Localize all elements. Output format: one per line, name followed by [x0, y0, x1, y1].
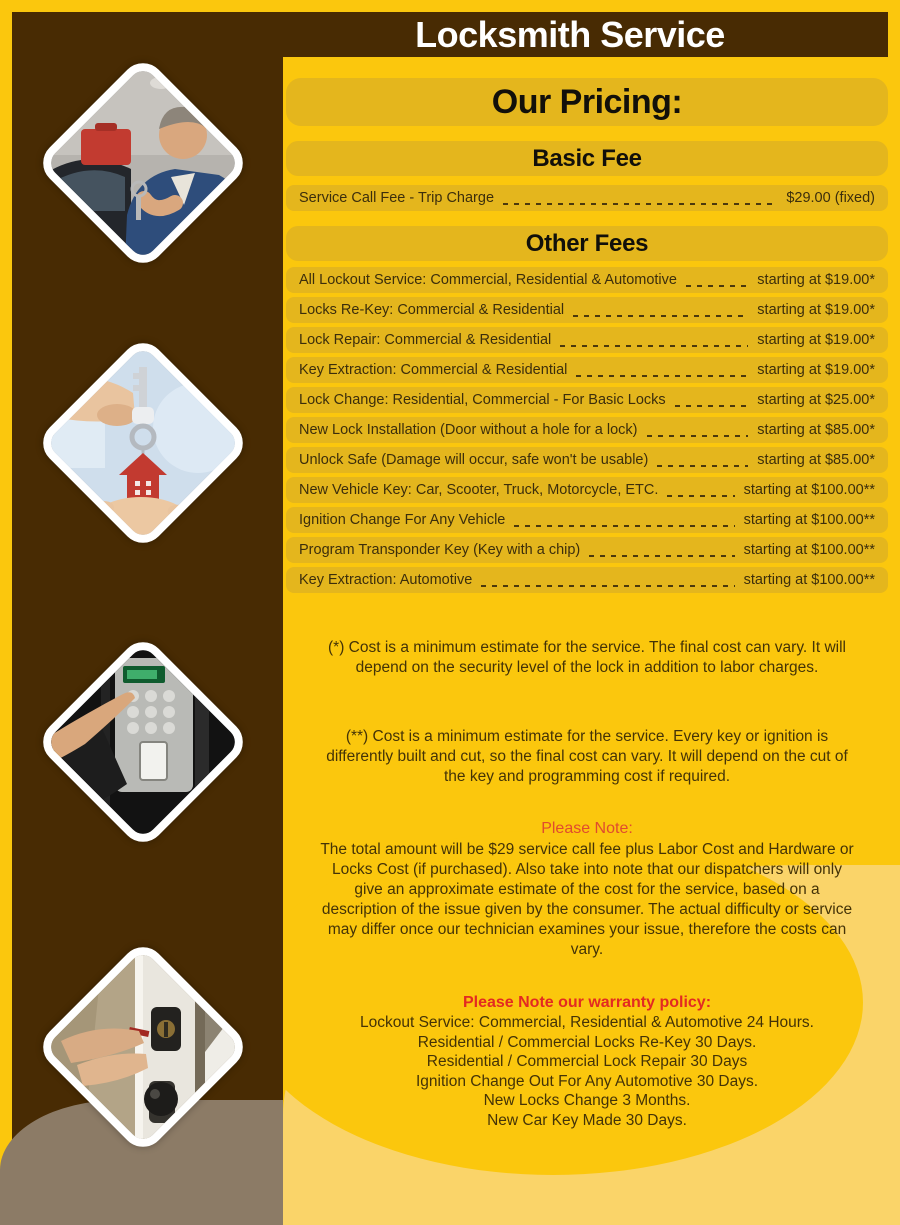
fee-label: Program Transponder Key (Key with a chip) — [299, 542, 581, 558]
dash-leader — [576, 375, 748, 377]
fee-price: $29.00 (fixed) — [786, 190, 875, 206]
dash-leader — [589, 555, 734, 557]
pricing-title-bar — [286, 78, 888, 126]
warranty-item: Residential / Commercial Lock Repair 30 Days — [426, 1053, 748, 1070]
fee-label: All Lockout Service: Commercial, Residential & Automotive — [299, 272, 677, 288]
fee-row — [286, 537, 888, 563]
double-star-note: (**) Cost is a minimum estimate for the service. Every key or ignition is differently built and cut, so the final cost can vary. It will depend on the cut of the key and programming cost if required. — [326, 728, 848, 785]
warranty-item: Residential / Commercial Locks Re-Key 30 Days. — [417, 1033, 757, 1051]
fee-price: starting at $25.00* — [757, 392, 875, 408]
fee-row — [286, 327, 888, 353]
fee-label: Service Call Fee - Trip Charge — [299, 190, 495, 206]
warranty-heading: Please Note our warranty policy: — [462, 994, 712, 1011]
dash-leader — [647, 435, 749, 437]
fee-label: Ignition Change For Any Vehicle — [299, 512, 506, 528]
fee-row — [286, 297, 888, 323]
fee-label: Key Extraction: Automotive — [299, 572, 473, 588]
dash-leader — [503, 203, 777, 205]
basic-fee-heading-bar — [286, 141, 888, 176]
fee-row — [286, 267, 888, 293]
fee-price: starting at $100.00** — [743, 482, 875, 498]
fee-label: Lock Repair: Commercial & Residential — [299, 332, 552, 348]
fee-label: New Lock Installation (Door without a hole for a lock) — [299, 422, 638, 438]
pricing-title: Our Pricing: — [491, 82, 683, 121]
fee-row — [286, 447, 888, 473]
fee-label: Lock Change: Residential, Commercial - For Basic Locks — [299, 392, 666, 408]
warranty-item: Ignition Change Out For Any Automotive 30 Days. — [415, 1072, 759, 1090]
fee-row — [286, 387, 888, 413]
fee-price: starting at $100.00** — [743, 512, 875, 528]
fee-price: starting at $19.00* — [757, 272, 875, 288]
fee-label: Unlock Safe (Damage will occur, safe won't be usable) — [299, 452, 649, 468]
dash-leader — [667, 495, 734, 497]
fee-label: Locks Re-Key: Commercial & Residential — [299, 302, 565, 318]
dash-leader — [686, 285, 748, 287]
fee-price: starting at $19.00* — [757, 362, 875, 378]
other-fees-heading: Other Fees — [525, 229, 649, 257]
warranty-list — [297, 1013, 877, 1130]
dash-leader — [675, 405, 749, 407]
other-fees-heading-bar — [286, 226, 888, 261]
fee-price: starting at $85.00* — [757, 452, 875, 468]
dash-leader — [560, 345, 748, 347]
warranty-item: New Car Key Made 30 Days. — [487, 1111, 687, 1129]
fee-row — [286, 507, 888, 533]
fee-price: starting at $100.00** — [743, 542, 875, 558]
dash-leader — [657, 465, 748, 467]
fee-label: Key Extraction: Commercial & Residential — [299, 362, 568, 378]
page-title: Locksmith Service — [415, 13, 725, 55]
dash-leader — [481, 585, 734, 587]
fee-row — [286, 567, 888, 593]
fee-row-basic — [286, 185, 888, 211]
fee-price: starting at $19.00* — [757, 332, 875, 348]
star-note: (*) Cost is a minimum estimate for the service. The final cost can vary. It will depend on the security level of the lock in addition to labor charges. — [328, 639, 846, 676]
fee-price: starting at $19.00* — [757, 302, 875, 318]
fee-row — [286, 417, 888, 443]
fee-price: starting at $85.00* — [757, 422, 875, 438]
fee-row — [286, 477, 888, 503]
please-note-body: The total amount will be $29 service call fee plus Labor Cost and Hardware or Locks Cost (if purchased). Also take into note that our dispatchers will only give an approximate estimate of the cost for the service, based on a description of the issue given by the consumer. The actual difficulty or service may differ once our technician examines your issue, therefore the costs can vary. — [320, 841, 854, 958]
dash-leader — [573, 315, 748, 317]
warranty-item: New Locks Change 3 Months. — [483, 1092, 691, 1109]
basic-fee-heading: Basic Fee — [532, 144, 642, 172]
please-note-heading: Please Note: — [541, 820, 633, 837]
fee-label: New Vehicle Key: Car, Scooter, Truck, Motorcycle, ETC. — [299, 482, 659, 498]
dash-leader — [514, 525, 734, 527]
warranty-item: Lockout Service: Commercial, Residential & Automotive 24 Hours. — [359, 1014, 814, 1031]
fee-price: starting at $100.00** — [743, 572, 875, 588]
fee-row — [286, 357, 888, 383]
pricing-column — [286, 0, 888, 1225]
